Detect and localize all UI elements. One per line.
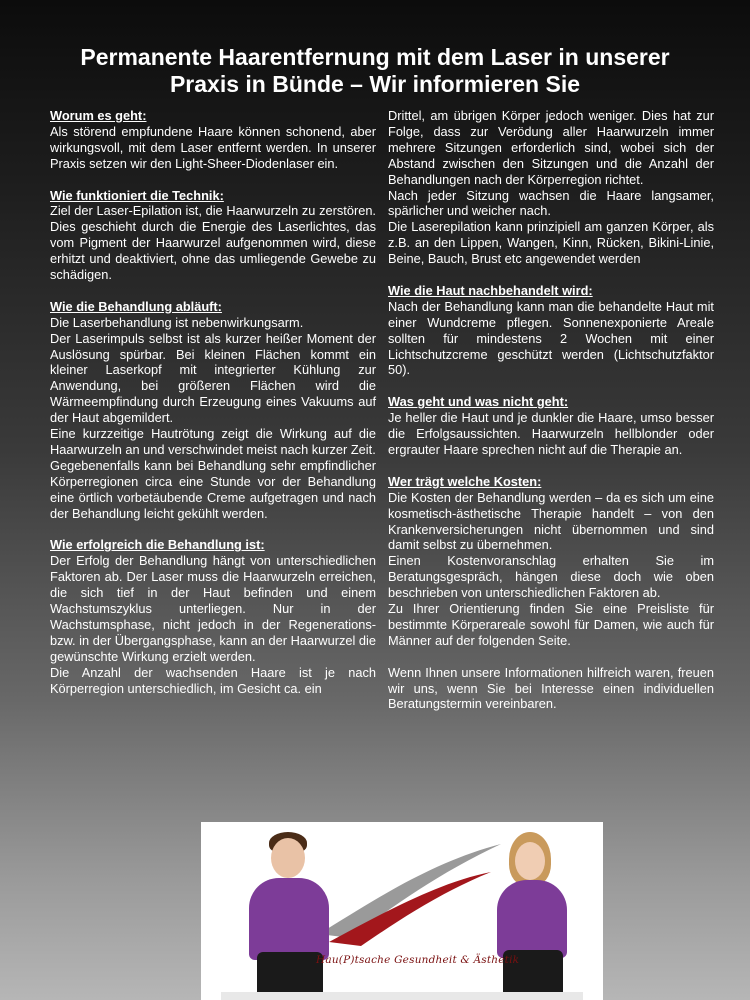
section-heading: Wie die Behandlung abläuft: bbox=[50, 298, 222, 314]
section-paragraph: Die Laserbehandlung ist nebenwirkungsarm. bbox=[50, 314, 304, 330]
section-paragraph: Zu Ihrer Orientierung finden Sie eine Preisliste für bestimmte Körperareale sowohl für Damen, wie auch für Männer auf der folgenden Seite. bbox=[388, 601, 714, 648]
section-paragraph: Die Laserepilation kann prinzipiell am ganzen Körper, als z.B. an den Lippen, Wangen, Kinn, Rücken, Bikini-Linie, Beine, Bauch, Brust etc angewendet werden bbox=[388, 219, 714, 267]
section-paragraph: Eine kurzzeitige Hautrötung zeigt die Wirkung auf die Haarwurzeln an und verschwindet meist nach kurzer Zeit. bbox=[50, 426, 376, 457]
title-line-1: Permanente Haarentfernung mit dem Laser in unserer bbox=[80, 44, 670, 70]
section-paragraph: Als störend empfundene Haare können schonend, aber wirkungsvoll, mit dem Laser entfernt werden. In unserer Praxis setzen wir den Light-Sheer-Diodenlaser ein. bbox=[50, 123, 376, 171]
section-heading: Wie die Haut nachbehandelt wird: bbox=[388, 282, 593, 298]
title-line-2: Praxis in Bünde – Wir informieren Sie bbox=[169, 71, 581, 97]
section-spacer bbox=[50, 172, 376, 188]
section-paragraph: Die Anzahl der wachsenden Haare ist je nach Körperregion unterschiedlich, im Gesicht ca. ein bbox=[50, 664, 376, 696]
section-paragraph: Der Laserimpuls selbst ist als kurzer heißer Moment der Auslösung spürbar. Bei kleinen Flächen kommt ein kleiner Laserkopf mit integrierter Kühlung zur Anwendung, bei größeren Flächen wird die Wärmeempfindung durch Erzeugung eines Vakuums auf der Haut abgemildert. bbox=[50, 330, 376, 426]
section-spacer bbox=[388, 458, 714, 474]
practice-team-photo bbox=[201, 822, 603, 1000]
section-spacer bbox=[388, 378, 714, 394]
bench bbox=[221, 992, 583, 1000]
section-paragraph: Ziel der Laser-Epilation ist, die Haarwurzeln zu zerstören. Dies geschieht durch die Energie des Laserlichtes, das vom Pigment der Haarwurzel aufgenommen wird, diese erhitzt und deaktiviert, ohne das umliegende Gewebe zu schädigen. bbox=[50, 203, 376, 283]
section-spacer bbox=[388, 267, 714, 283]
section-heading: Worum es geht: bbox=[50, 108, 147, 123]
section-heading: Wie erfolgreich die Behandlung ist: bbox=[50, 537, 265, 553]
section-paragraph: Der Erfolg der Behandlung hängt von unterschiedlichen Faktoren ab. Der Laser muss die Haarwurzeln erreichen, die sich tief in der Haut befinden und einem Wachstumszyklus unterliegen. Nur in der Wachstumsphase, nicht jedoch in der Regenerations- bzw. in der Übergangsphase, kann an der Haarwurzel die gewünschte Wirkung erzielt werden. bbox=[50, 553, 376, 664]
logo-swoosh-grey bbox=[319, 844, 501, 938]
section-paragraph: Nach der Behandlung kann man die behandelte Haut mit einer Wundcreme pflegen. Sonnenexponierte Areale sollten für mindestens 2 Wochen mit einer Lichtschutzcreme geschützt werden (Lichtschutzfaktor 50). bbox=[388, 298, 714, 378]
logo-text: Hau(P)tsache Gesundheit & Ästhetik bbox=[316, 954, 520, 966]
section-spacer bbox=[388, 649, 714, 665]
section-heading: Wer trägt welche Kosten: bbox=[388, 473, 542, 489]
section-paragraph: Nach jeder Sitzung wachsen die Haare langsamer, spärlicher und weicher nach. bbox=[388, 187, 714, 219]
section-paragraph: Gegebenenfalls kann bei Behandlung sehr empfindlicher Körperregionen circa eine Stunde vor der Behandlung eine örtlich vorbetäubende Creme aufgetragen und nach der Behandlung leicht gekühlt werden. bbox=[50, 457, 376, 521]
section-paragraph: Einen Kostenvoranschlag erhalten Sie im Beratungsgespräch, hängen diese doch wie oben beschrieben von unterschiedlichen Faktoren ab. bbox=[388, 553, 714, 601]
right-column bbox=[388, 108, 714, 712]
page-title bbox=[30, 44, 720, 98]
section-spacer bbox=[50, 522, 376, 538]
section-paragraph: Wenn Ihnen unsere Informationen hilfreich waren, freuen wir uns, wenn Sie bei Interesse einen individuellen Beratungstermin vereinbaren. bbox=[388, 664, 714, 712]
section-heading: Wie funktioniert die Technik: bbox=[50, 187, 224, 203]
section-paragraph: Je heller die Haut und je dunkler die Haare, umso besser die Erfolgsaussichten. Haarwurzeln hellblonder oder ergrauter Haare sprechen nicht auf die Therapie an. bbox=[388, 410, 714, 457]
section-paragraph: Die Kosten der Behandlung werden – da es sich um eine kosmetisch-ästhetische Therapie handelt – von den Krankenversicherungen nicht übernommen und sind damit selbst zu übernehmen. bbox=[388, 489, 714, 553]
left-column bbox=[50, 108, 376, 696]
section-spacer bbox=[50, 283, 376, 299]
section-heading: Was geht und was nicht geht: bbox=[388, 394, 569, 410]
section-paragraph: Drittel, am übrigen Körper jedoch weniger. Dies hat zur Folge, dass zur Verödung aller Haarwurzeln immer mehrere Sitzungen erforderlich sind, wobei sich der Abstand zwischen den Sitzungen und die Anzahl der Behandlungen nach der Körperregion richtet. bbox=[388, 108, 714, 187]
